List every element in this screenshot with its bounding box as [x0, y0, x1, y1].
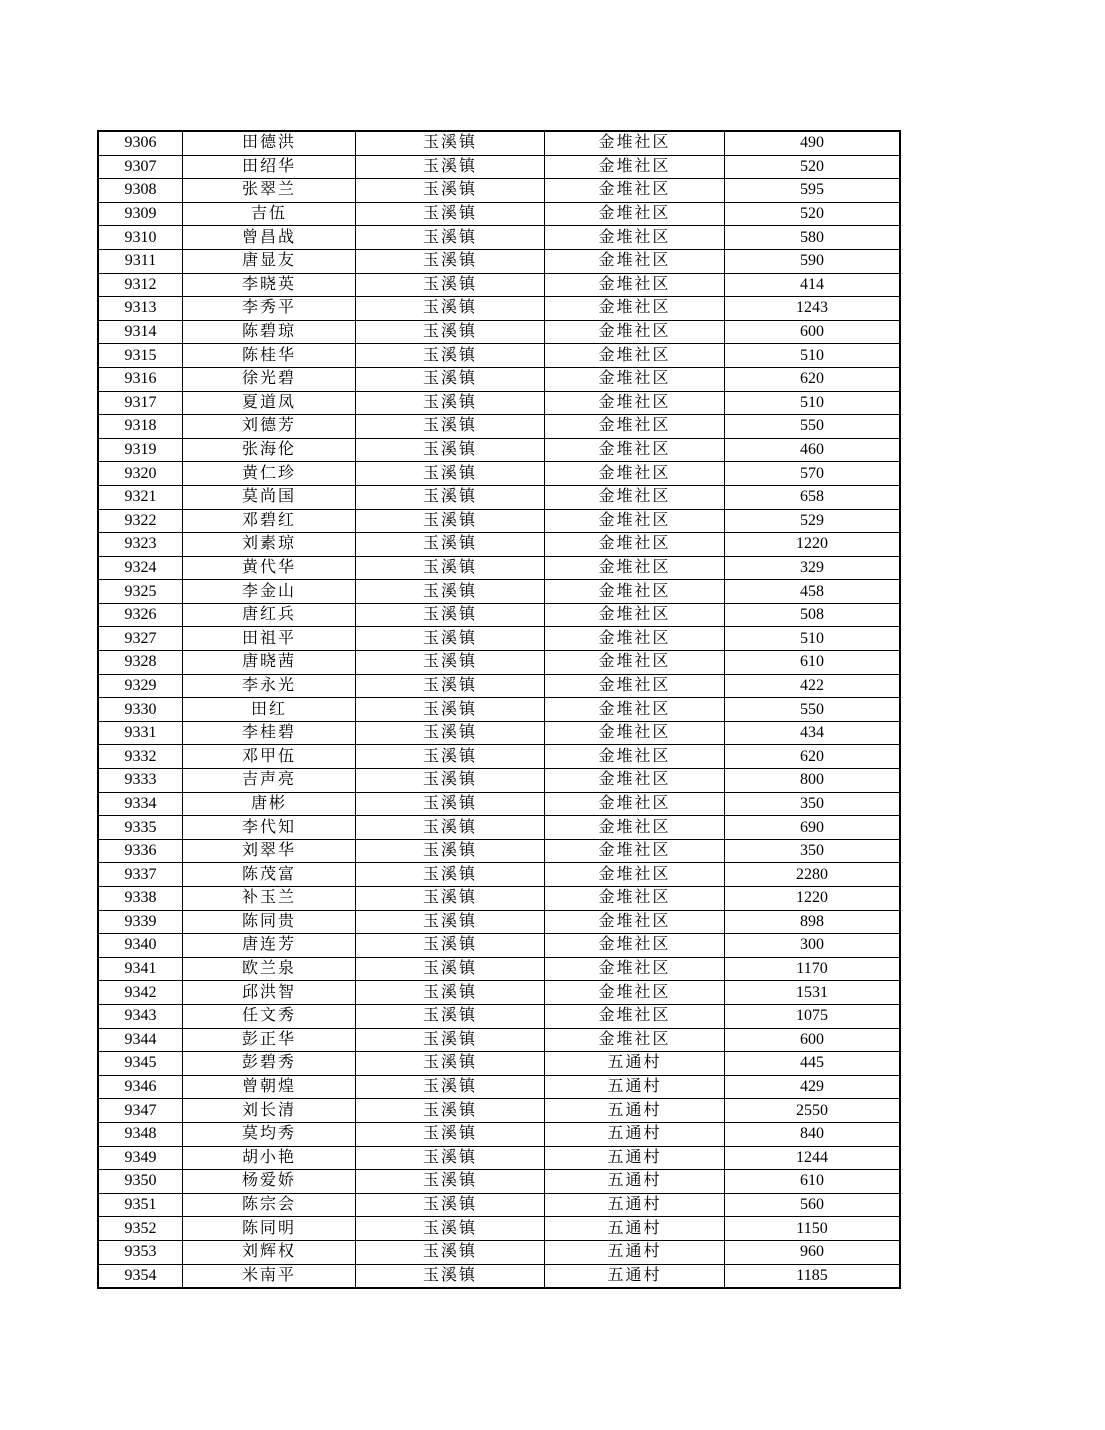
town-cell: 玉溪镇 [356, 863, 545, 887]
table-row [98, 1004, 900, 1028]
table-row [98, 603, 900, 627]
community-cell: 金堆社区 [545, 391, 725, 415]
community-cell: 金堆社区 [545, 957, 725, 981]
table-row [98, 1170, 900, 1194]
table-row [98, 249, 900, 273]
community-cell: 金堆社区 [545, 509, 725, 533]
table-row [98, 627, 900, 651]
name-cell: 刘德芳 [183, 415, 356, 439]
community-cell: 金堆社区 [545, 745, 725, 769]
table-row [98, 509, 900, 533]
community-cell: 五通村 [545, 1052, 725, 1076]
community-cell: 五通村 [545, 1217, 725, 1241]
table-row [98, 745, 900, 769]
town-cell: 玉溪镇 [356, 273, 545, 297]
table-row [98, 297, 900, 321]
row-number-cell: 9344 [98, 1028, 183, 1052]
town-cell: 玉溪镇 [356, 1099, 545, 1123]
community-cell: 金堆社区 [545, 320, 725, 344]
town-cell: 玉溪镇 [356, 887, 545, 911]
row-number-cell: 9328 [98, 651, 183, 675]
table-row [98, 816, 900, 840]
name-cell: 陈同明 [183, 1217, 356, 1241]
amount-cell: 510 [725, 627, 901, 651]
town-cell: 玉溪镇 [356, 1028, 545, 1052]
table-row [98, 1052, 900, 1076]
community-cell: 五通村 [545, 1146, 725, 1170]
name-cell: 李晓英 [183, 273, 356, 297]
amount-cell: 460 [725, 438, 901, 462]
table-row [98, 981, 900, 1005]
name-cell: 张翠兰 [183, 179, 356, 203]
name-cell: 曾朝煌 [183, 1075, 356, 1099]
amount-cell: 840 [725, 1122, 901, 1146]
row-number-cell: 9323 [98, 533, 183, 557]
row-number-cell: 9329 [98, 674, 183, 698]
community-cell: 金堆社区 [545, 273, 725, 297]
amount-cell: 1220 [725, 887, 901, 911]
amount-cell: 595 [725, 179, 901, 203]
community-cell: 金堆社区 [545, 769, 725, 793]
name-cell: 刘翠华 [183, 839, 356, 863]
table-row [98, 839, 900, 863]
table-row [98, 485, 900, 509]
amount-cell: 350 [725, 839, 901, 863]
name-cell: 李永光 [183, 674, 356, 698]
table-row [98, 391, 900, 415]
community-cell: 金堆社区 [545, 415, 725, 439]
name-cell: 刘辉权 [183, 1240, 356, 1264]
community-cell: 金堆社区 [545, 202, 725, 226]
community-cell: 五通村 [545, 1075, 725, 1099]
town-cell: 玉溪镇 [356, 698, 545, 722]
name-cell: 徐光碧 [183, 367, 356, 391]
row-number-cell: 9352 [98, 1217, 183, 1241]
name-cell: 邱洪智 [183, 981, 356, 1005]
name-cell: 唐彬 [183, 792, 356, 816]
community-cell: 金堆社区 [545, 367, 725, 391]
community-cell: 金堆社区 [545, 627, 725, 651]
amount-cell: 580 [725, 226, 901, 250]
name-cell: 唐显友 [183, 249, 356, 273]
row-number-cell: 9315 [98, 344, 183, 368]
row-number-cell: 9313 [98, 297, 183, 321]
town-cell: 玉溪镇 [356, 1004, 545, 1028]
table-row [98, 957, 900, 981]
row-number-cell: 9331 [98, 721, 183, 745]
town-cell: 玉溪镇 [356, 556, 545, 580]
community-cell: 金堆社区 [545, 226, 725, 250]
table-row [98, 1122, 900, 1146]
table-row [98, 580, 900, 604]
town-cell: 玉溪镇 [356, 1170, 545, 1194]
town-cell: 玉溪镇 [356, 344, 545, 368]
town-cell: 玉溪镇 [356, 1217, 545, 1241]
row-number-cell: 9319 [98, 438, 183, 462]
community-cell: 五通村 [545, 1122, 725, 1146]
row-number-cell: 9307 [98, 155, 183, 179]
table-row [98, 320, 900, 344]
table-row [98, 179, 900, 203]
town-cell: 玉溪镇 [356, 627, 545, 651]
row-number-cell: 9316 [98, 367, 183, 391]
table-row [98, 887, 900, 911]
community-cell: 金堆社区 [545, 344, 725, 368]
name-cell: 刘素琼 [183, 533, 356, 557]
amount-cell: 520 [725, 155, 901, 179]
amount-cell: 300 [725, 934, 901, 958]
name-cell: 杨爱娇 [183, 1170, 356, 1194]
row-number-cell: 9306 [98, 131, 183, 155]
community-cell: 五通村 [545, 1264, 725, 1288]
table-row [98, 698, 900, 722]
town-cell: 玉溪镇 [356, 674, 545, 698]
row-number-cell: 9324 [98, 556, 183, 580]
community-cell: 金堆社区 [545, 297, 725, 321]
name-cell: 刘长清 [183, 1099, 356, 1123]
amount-cell: 1531 [725, 981, 901, 1005]
community-cell: 金堆社区 [545, 792, 725, 816]
subsidy-roster-table [97, 130, 901, 1289]
name-cell: 李桂碧 [183, 721, 356, 745]
name-cell: 田红 [183, 698, 356, 722]
row-number-cell: 9308 [98, 179, 183, 203]
town-cell: 玉溪镇 [356, 367, 545, 391]
amount-cell: 529 [725, 509, 901, 533]
amount-cell: 600 [725, 1028, 901, 1052]
community-cell: 金堆社区 [545, 910, 725, 934]
amount-cell: 550 [725, 698, 901, 722]
amount-cell: 350 [725, 792, 901, 816]
town-cell: 玉溪镇 [356, 415, 545, 439]
row-number-cell: 9312 [98, 273, 183, 297]
name-cell: 陈宗会 [183, 1193, 356, 1217]
amount-cell: 600 [725, 320, 901, 344]
amount-cell: 1244 [725, 1146, 901, 1170]
amount-cell: 590 [725, 249, 901, 273]
roster-table-body [98, 131, 900, 1288]
row-number-cell: 9339 [98, 910, 183, 934]
name-cell: 田绍华 [183, 155, 356, 179]
amount-cell: 508 [725, 603, 901, 627]
amount-cell: 560 [725, 1193, 901, 1217]
table-row [98, 273, 900, 297]
row-number-cell: 9327 [98, 627, 183, 651]
row-number-cell: 9348 [98, 1122, 183, 1146]
community-cell: 金堆社区 [545, 934, 725, 958]
name-cell: 李金山 [183, 580, 356, 604]
table-row [98, 415, 900, 439]
amount-cell: 550 [725, 415, 901, 439]
row-number-cell: 9345 [98, 1052, 183, 1076]
table-row [98, 155, 900, 179]
community-cell: 金堆社区 [545, 580, 725, 604]
row-number-cell: 9335 [98, 816, 183, 840]
table-row [98, 769, 900, 793]
amount-cell: 658 [725, 485, 901, 509]
table-row [98, 1028, 900, 1052]
row-number-cell: 9342 [98, 981, 183, 1005]
row-number-cell: 9351 [98, 1193, 183, 1217]
table-row [98, 226, 900, 250]
table-row [98, 367, 900, 391]
amount-cell: 1075 [725, 1004, 901, 1028]
amount-cell: 620 [725, 745, 901, 769]
name-cell: 任文秀 [183, 1004, 356, 1028]
amount-cell: 520 [725, 202, 901, 226]
town-cell: 玉溪镇 [356, 1193, 545, 1217]
name-cell: 唐晓茜 [183, 651, 356, 675]
town-cell: 玉溪镇 [356, 839, 545, 863]
town-cell: 玉溪镇 [356, 462, 545, 486]
community-cell: 金堆社区 [545, 839, 725, 863]
row-number-cell: 9354 [98, 1264, 183, 1288]
amount-cell: 510 [725, 344, 901, 368]
community-cell: 金堆社区 [545, 887, 725, 911]
name-cell: 彭正华 [183, 1028, 356, 1052]
row-number-cell: 9353 [98, 1240, 183, 1264]
community-cell: 五通村 [545, 1099, 725, 1123]
amount-cell: 1170 [725, 957, 901, 981]
row-number-cell: 9347 [98, 1099, 183, 1123]
town-cell: 玉溪镇 [356, 816, 545, 840]
amount-cell: 422 [725, 674, 901, 698]
town-cell: 玉溪镇 [356, 603, 545, 627]
row-number-cell: 9317 [98, 391, 183, 415]
amount-cell: 1150 [725, 1217, 901, 1241]
community-cell: 金堆社区 [545, 603, 725, 627]
amount-cell: 800 [725, 769, 901, 793]
amount-cell: 458 [725, 580, 901, 604]
town-cell: 玉溪镇 [356, 509, 545, 533]
community-cell: 金堆社区 [545, 556, 725, 580]
row-number-cell: 9338 [98, 887, 183, 911]
name-cell: 补玉兰 [183, 887, 356, 911]
community-cell: 五通村 [545, 1193, 725, 1217]
table-row [98, 1075, 900, 1099]
community-cell: 金堆社区 [545, 533, 725, 557]
town-cell: 玉溪镇 [356, 202, 545, 226]
row-number-cell: 9333 [98, 769, 183, 793]
amount-cell: 960 [725, 1240, 901, 1264]
name-cell: 米南平 [183, 1264, 356, 1288]
row-number-cell: 9330 [98, 698, 183, 722]
name-cell: 陈桂华 [183, 344, 356, 368]
name-cell: 陈茂富 [183, 863, 356, 887]
amount-cell: 2550 [725, 1099, 901, 1123]
town-cell: 玉溪镇 [356, 792, 545, 816]
row-number-cell: 9336 [98, 839, 183, 863]
row-number-cell: 9322 [98, 509, 183, 533]
amount-cell: 1220 [725, 533, 901, 557]
town-cell: 玉溪镇 [356, 1146, 545, 1170]
town-cell: 玉溪镇 [356, 651, 545, 675]
community-cell: 金堆社区 [545, 651, 725, 675]
community-cell: 金堆社区 [545, 721, 725, 745]
amount-cell: 610 [725, 651, 901, 675]
row-number-cell: 9320 [98, 462, 183, 486]
town-cell: 玉溪镇 [356, 721, 545, 745]
amount-cell: 434 [725, 721, 901, 745]
row-number-cell: 9340 [98, 934, 183, 958]
name-cell: 唐红兵 [183, 603, 356, 627]
name-cell: 胡小艳 [183, 1146, 356, 1170]
name-cell: 邓甲伍 [183, 745, 356, 769]
row-number-cell: 9309 [98, 202, 183, 226]
table-row [98, 438, 900, 462]
name-cell: 黄代华 [183, 556, 356, 580]
town-cell: 玉溪镇 [356, 249, 545, 273]
community-cell: 金堆社区 [545, 438, 725, 462]
name-cell: 李秀平 [183, 297, 356, 321]
row-number-cell: 9346 [98, 1075, 183, 1099]
table-row [98, 1193, 900, 1217]
town-cell: 玉溪镇 [356, 769, 545, 793]
name-cell: 田德洪 [183, 131, 356, 155]
town-cell: 玉溪镇 [356, 1052, 545, 1076]
name-cell: 张海伦 [183, 438, 356, 462]
community-cell: 金堆社区 [545, 674, 725, 698]
town-cell: 玉溪镇 [356, 131, 545, 155]
row-number-cell: 9325 [98, 580, 183, 604]
table-row [98, 721, 900, 745]
amount-cell: 510 [725, 391, 901, 415]
table-row [98, 651, 900, 675]
row-number-cell: 9311 [98, 249, 183, 273]
row-number-cell: 9350 [98, 1170, 183, 1194]
community-cell: 金堆社区 [545, 485, 725, 509]
town-cell: 玉溪镇 [356, 533, 545, 557]
amount-cell: 1243 [725, 297, 901, 321]
table-row [98, 863, 900, 887]
amount-cell: 429 [725, 1075, 901, 1099]
name-cell: 李代知 [183, 816, 356, 840]
table-row [98, 131, 900, 155]
community-cell: 金堆社区 [545, 179, 725, 203]
table-row [98, 1099, 900, 1123]
community-cell: 五通村 [545, 1170, 725, 1194]
amount-cell: 690 [725, 816, 901, 840]
row-number-cell: 9332 [98, 745, 183, 769]
town-cell: 玉溪镇 [356, 438, 545, 462]
town-cell: 玉溪镇 [356, 1264, 545, 1288]
town-cell: 玉溪镇 [356, 297, 545, 321]
row-number-cell: 9310 [98, 226, 183, 250]
amount-cell: 1185 [725, 1264, 901, 1288]
town-cell: 玉溪镇 [356, 485, 545, 509]
amount-cell: 2280 [725, 863, 901, 887]
name-cell: 曾昌战 [183, 226, 356, 250]
town-cell: 玉溪镇 [356, 1122, 545, 1146]
row-number-cell: 9321 [98, 485, 183, 509]
name-cell: 黄仁珍 [183, 462, 356, 486]
town-cell: 玉溪镇 [356, 981, 545, 1005]
town-cell: 玉溪镇 [356, 155, 545, 179]
name-cell: 莫均秀 [183, 1122, 356, 1146]
table-row [98, 462, 900, 486]
community-cell: 金堆社区 [545, 249, 725, 273]
name-cell: 莫尚国 [183, 485, 356, 509]
community-cell: 金堆社区 [545, 1004, 725, 1028]
row-number-cell: 9343 [98, 1004, 183, 1028]
row-number-cell: 9334 [98, 792, 183, 816]
town-cell: 玉溪镇 [356, 226, 545, 250]
amount-cell: 898 [725, 910, 901, 934]
row-number-cell: 9326 [98, 603, 183, 627]
town-cell: 玉溪镇 [356, 320, 545, 344]
table-row [98, 1146, 900, 1170]
community-cell: 金堆社区 [545, 1028, 725, 1052]
amount-cell: 329 [725, 556, 901, 580]
table-row [98, 1240, 900, 1264]
community-cell: 金堆社区 [545, 981, 725, 1005]
community-cell: 金堆社区 [545, 131, 725, 155]
name-cell: 吉伍 [183, 202, 356, 226]
town-cell: 玉溪镇 [356, 1240, 545, 1264]
row-number-cell: 9318 [98, 415, 183, 439]
town-cell: 玉溪镇 [356, 957, 545, 981]
town-cell: 玉溪镇 [356, 580, 545, 604]
table-row [98, 910, 900, 934]
name-cell: 陈碧琼 [183, 320, 356, 344]
community-cell: 金堆社区 [545, 698, 725, 722]
row-number-cell: 9337 [98, 863, 183, 887]
name-cell: 夏道凤 [183, 391, 356, 415]
table-row [98, 1217, 900, 1241]
row-number-cell: 9341 [98, 957, 183, 981]
name-cell: 唐连芳 [183, 934, 356, 958]
community-cell: 金堆社区 [545, 863, 725, 887]
community-cell: 金堆社区 [545, 462, 725, 486]
table-row [98, 202, 900, 226]
row-number-cell: 9314 [98, 320, 183, 344]
amount-cell: 490 [725, 131, 901, 155]
table-row [98, 556, 900, 580]
amount-cell: 445 [725, 1052, 901, 1076]
town-cell: 玉溪镇 [356, 745, 545, 769]
town-cell: 玉溪镇 [356, 179, 545, 203]
table-row [98, 1264, 900, 1288]
amount-cell: 414 [725, 273, 901, 297]
amount-cell: 610 [725, 1170, 901, 1194]
table-row [98, 674, 900, 698]
table-row [98, 934, 900, 958]
name-cell: 邓碧红 [183, 509, 356, 533]
name-cell: 田祖平 [183, 627, 356, 651]
amount-cell: 620 [725, 367, 901, 391]
name-cell: 彭碧秀 [183, 1052, 356, 1076]
table-row [98, 533, 900, 557]
town-cell: 玉溪镇 [356, 391, 545, 415]
name-cell: 吉声亮 [183, 769, 356, 793]
row-number-cell: 9349 [98, 1146, 183, 1170]
table-row [98, 344, 900, 368]
community-cell: 金堆社区 [545, 155, 725, 179]
community-cell: 五通村 [545, 1240, 725, 1264]
table-row [98, 792, 900, 816]
community-cell: 金堆社区 [545, 816, 725, 840]
amount-cell: 570 [725, 462, 901, 486]
town-cell: 玉溪镇 [356, 910, 545, 934]
town-cell: 玉溪镇 [356, 934, 545, 958]
name-cell: 陈同贵 [183, 910, 356, 934]
town-cell: 玉溪镇 [356, 1075, 545, 1099]
name-cell: 欧兰泉 [183, 957, 356, 981]
